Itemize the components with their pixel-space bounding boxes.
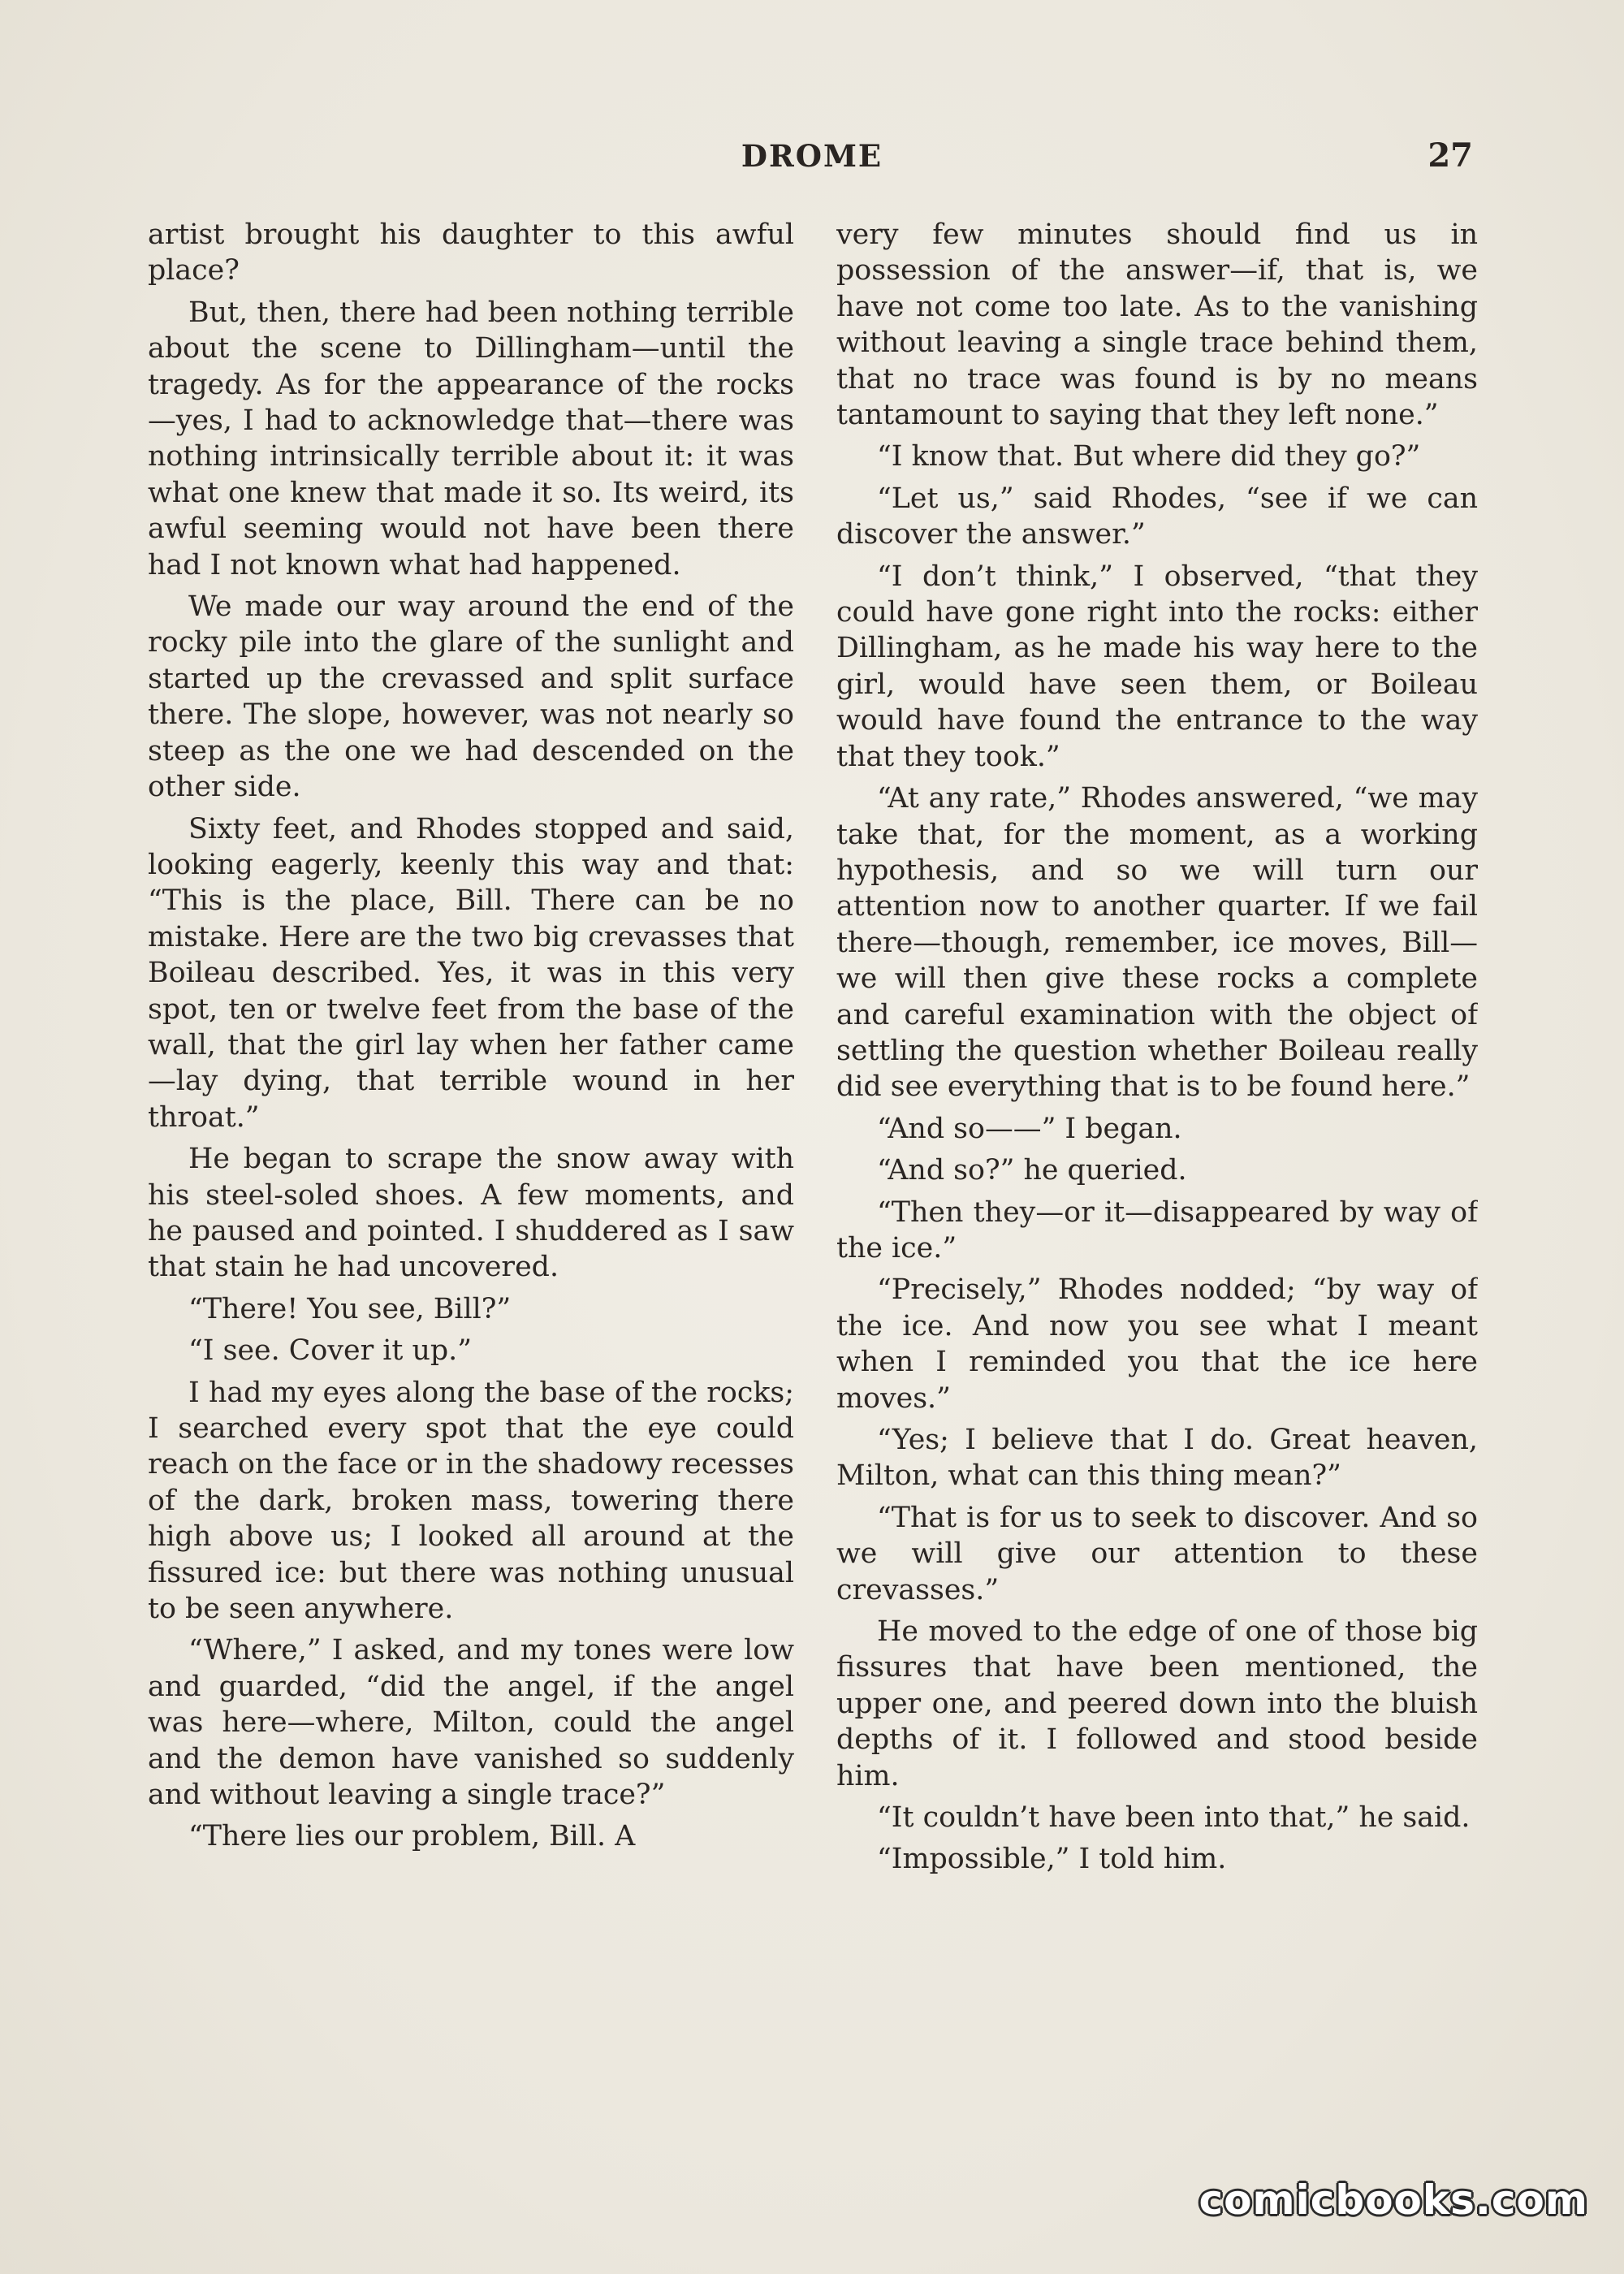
paragraph: “And so——” I began.: [877, 1112, 1182, 1145]
paragraph: “Then they—or it—disappeared by way of the ice.”: [836, 1195, 1478, 1265]
left-text-column: [148, 217, 794, 2142]
paragraph: “There! You see, Bill?”: [188, 1292, 512, 1325]
paragraph: Sixty feet, and Rhodes stopped and said, looking eagerly, keenly this way and that: “This is the place, Bill. There can be no mistake. Here are the two big crevasses that Boileau described. Yes, it was in this very spot, ten or twelve feet from the base of the wall, that the girl lay when her father came—lay dying, that terrible wound in her throat.”: [148, 812, 794, 1134]
page-number: 27: [1427, 136, 1473, 175]
paragraph: We made our way around the end of the rocky pile into the glare of the sunlight and started up the crevassed and split surface there. The slope, however, was not nearly so steep as the one we had descended on the other side.: [148, 590, 794, 804]
paragraph: But, then, there had been nothing terrible about the scene to Dillingham—until the tragedy. As for the appearance of the rocks—yes, I had to acknowledge that—there was nothing intrinsically terrible about it: it was what one knew that made it so. Its weird, its awful seeming would not have been there had I not known what had happened.: [148, 296, 794, 581]
right-text-column: [836, 217, 1478, 2142]
paragraph: He began to scrape the snow away with his steel-soled shoes. A few moments, and he paused and pointed. I shuddered as I saw that stain he had uncovered.: [148, 1143, 794, 1284]
running-title: DROME: [741, 138, 883, 174]
paragraph: “There lies our problem, Bill. A: [188, 1820, 636, 1853]
paragraph: “And so?” he queried.: [877, 1154, 1187, 1187]
paragraph: artist brought his daughter to this awful place?: [148, 218, 794, 287]
paragraph: “Precisely,” Rhodes nodded; “by way of the ice. And now you see what I meant when I reminded you that the ice here moves.”: [836, 1273, 1478, 1415]
paragraph: “At any rate,” Rhodes answered, “we may take that, for the moment, as a working hypothesis, and so we will turn our attention now to another quarter. If we fail there—though, remember, ice moves, Bill—we will then give these rocks a complete and careful examination with the object of settling the question whether Boileau really did see everything that is to be found here.”: [836, 782, 1478, 1104]
paragraph: “I don’t think,” I observed, “that they could have gone right into the rocks: either Dillingham, as he made his way here to the girl, would have seen them, or Boileau would have found the entrance to the way that they took.”: [836, 560, 1478, 773]
paragraph: “Let us,” said Rhodes, “see if we can discover the answer.”: [836, 482, 1478, 551]
running-head: [0, 132, 1624, 180]
paragraph: “It couldn’t have been into that,” he said.: [877, 1801, 1471, 1835]
paragraph: “I see. Cover it up.”: [188, 1334, 472, 1368]
paragraph: “I know that. But where did they go?”: [877, 440, 1421, 473]
paragraph: “Yes; I believe that I do. Great heaven, Milton, what can this thing mean?”: [836, 1424, 1478, 1493]
paragraph: very few minutes should find us in possession of the answer—if, that is, we have not come too late. As to the vanishing without leaving a single trace behind them, that no trace was found is by no means tantamount to saying that they left none.”: [836, 218, 1478, 432]
site-watermark: comicbooks.com: [1199, 2177, 1588, 2224]
paragraph: “That is for us to seek to discover. And so we will give our attention to these crevasses.”: [836, 1501, 1478, 1606]
paragraph: I had my eyes along the base of the rocks; I searched every spot that the eye could reach on the face or in the shadowy recesses of the dark, broken mass, towering there high above us; I looked all around at the fissured ice: but there was nothing unusual to be seen anywhere.: [148, 1376, 794, 1626]
paragraph: He moved to the edge of one of those big fissures that have been mentioned, the upper one, and peered down into the bluish depths of it. I followed and stood beside him.: [836, 1615, 1478, 1792]
paragraph: “Impossible,” I told him.: [877, 1843, 1227, 1876]
paragraph: “Where,” I asked, and my tones were low and guarded, “did the angel, if the angel was here—where, Milton, could the angel and the demon have vanished so suddenly and without leaving a single trace?”: [148, 1634, 794, 1812]
